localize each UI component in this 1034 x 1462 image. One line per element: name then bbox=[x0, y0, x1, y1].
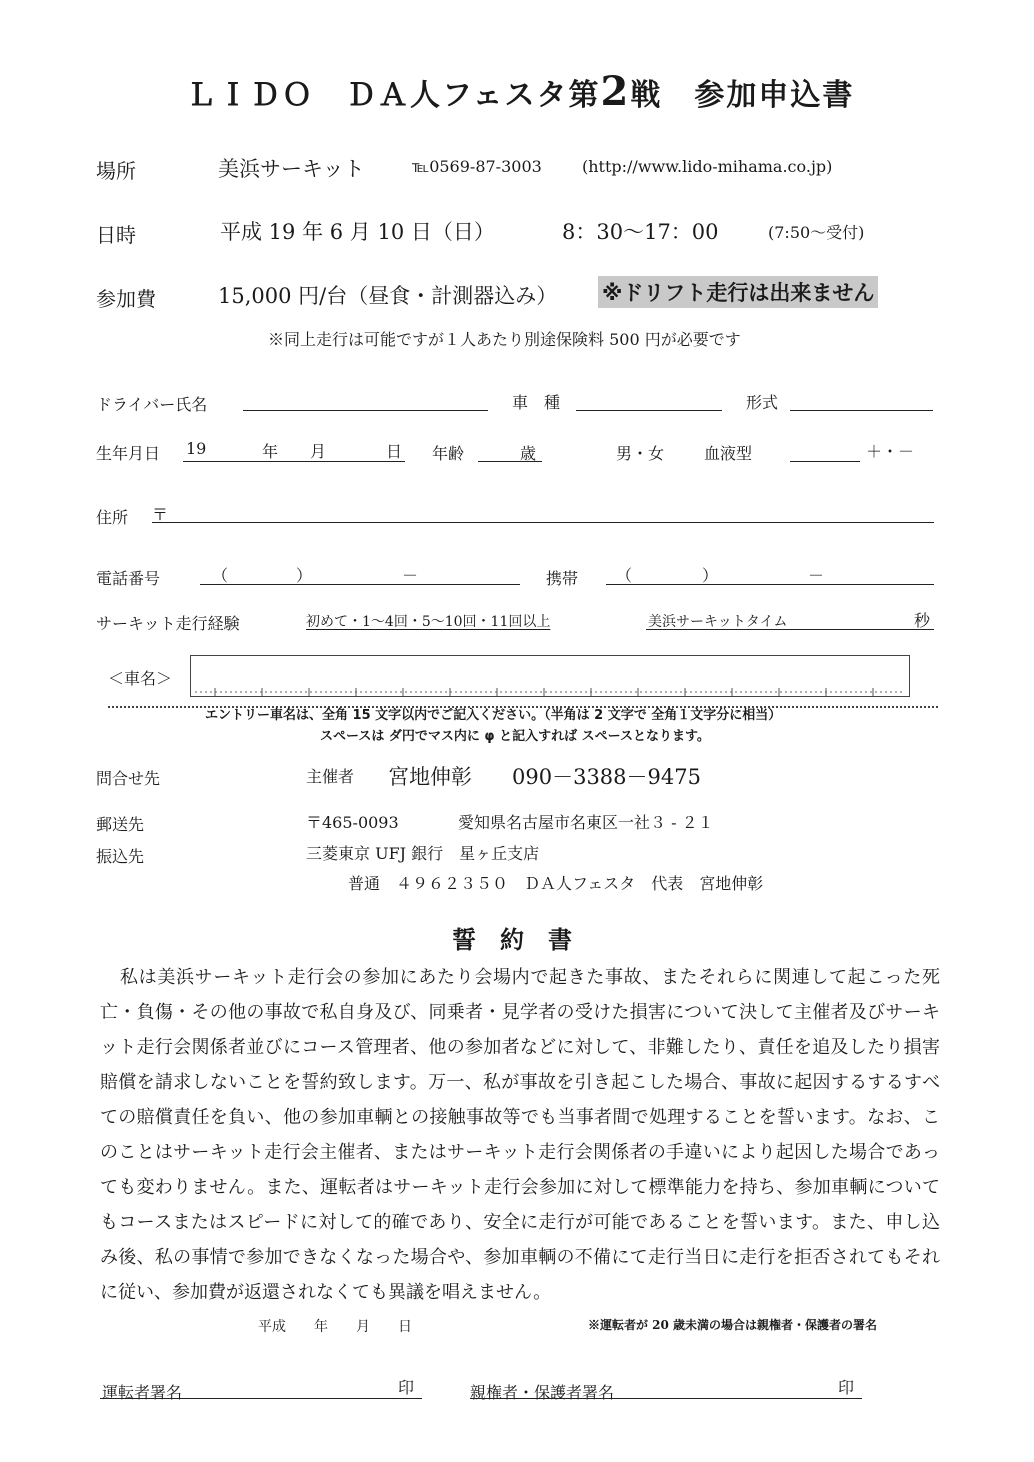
mobile-dash: － bbox=[808, 566, 825, 585]
birth-day-unit: 日 bbox=[386, 442, 403, 461]
seconds-label: 秒 bbox=[914, 611, 931, 630]
car-name-note-2: スペースは ダ円でマス内に φ と記入すれば スペースとなります。 bbox=[320, 729, 710, 744]
birth-year-prefix: 19 bbox=[186, 439, 207, 458]
experience-options[interactable]: 初めて・1〜4回・5〜10回・11回以上 bbox=[306, 614, 551, 630]
title-suffix: 戦 参加申込書 bbox=[630, 78, 855, 113]
title-number: 2 bbox=[600, 68, 631, 115]
mobile-field[interactable] bbox=[606, 584, 934, 585]
mail-address: 愛知県名古屋市名東区一社３ - ２１ bbox=[458, 813, 714, 832]
mobile-paren-close: ） bbox=[702, 566, 719, 585]
car-name-label: ＜車名＞ bbox=[108, 669, 173, 688]
mail-label: 郵送先 bbox=[96, 815, 145, 834]
venue-tel: ℡0569-87-3003 bbox=[412, 157, 542, 176]
drift-notice: ※ドリフト走行は出来ません bbox=[598, 276, 878, 308]
bank-label: 振込先 bbox=[96, 847, 145, 866]
best-time-label: 美浜サーキットタイム bbox=[648, 614, 788, 630]
guardian-seal: 印 bbox=[838, 1378, 855, 1397]
fee-amount: 15,000 円/台（昼食・計測器込み） bbox=[218, 284, 558, 308]
event-time: 8：30〜17：00 bbox=[562, 220, 719, 244]
car-type-field[interactable] bbox=[576, 410, 722, 411]
title-prefix: ＬＩＤＯ ＤＡ人フェスタ第 bbox=[186, 78, 601, 113]
gender-options[interactable]: 男・女 bbox=[616, 444, 665, 463]
mail-postal: 〒465-0093 bbox=[306, 813, 399, 832]
phone-field[interactable] bbox=[200, 584, 520, 585]
mobile-paren-open: （ bbox=[616, 566, 633, 585]
mobile-label: 携帯 bbox=[546, 569, 579, 588]
rh-options[interactable]: ＋・－ bbox=[866, 442, 915, 461]
driver-name-field[interactable] bbox=[243, 410, 488, 411]
car-name-note-1: エントリー車名は、全角 15 文字以内でご記入ください。（半角は 2 文字で 全角１文字分に相当） bbox=[205, 708, 782, 723]
pledge-body: 私は美浜サーキット走行会の参加にあたり会場内で起きた事故、またそれらに関連して起こった死亡・負傷・その他の事故で私自身及び、同乗者・見学者の受けた損害について決して主催者及びサーキット走行会関係者並びにコース管理者、他の参加者などに対して、非難したり、責任を追及したり損害賠償を請求しないことを誓約致します。万一、私が事故を引き起こした場合、事故に起因するするすべての賠償責任を負い、他の参加車輌との接触事故等でも当事者間で処理することを誓います。なお、このことはサーキット走行会主催者、またはサーキット走行会関係者の手違いにより起因した場合であっても変わりません。また、運転者はサーキット走行会参加に対して標準能力を持ち、参加車輌についてもコースまたはスピードに対して的確であり、安全に走行が可能であることを誓います。また、申し込み後、私の事情で参加できなくなった場合や、参加車輌の不備にて走行当日に走行を拒否されてもそれに従い、参加費が返還されなくても異議を唱えません。 bbox=[100, 967, 940, 1303]
best-time-field[interactable] bbox=[646, 629, 934, 630]
driver-name-label: ドライバー氏名 bbox=[96, 395, 208, 414]
organizer-name: 宮地伸彰 bbox=[388, 765, 472, 789]
phone-label: 電話番号 bbox=[96, 569, 161, 588]
phone-dash: － bbox=[402, 566, 419, 585]
guardian-signature-label: 親権者・保護者署名 bbox=[470, 1383, 615, 1402]
model-label: 形式 bbox=[746, 393, 779, 412]
driver-signature-field[interactable] bbox=[100, 1398, 422, 1399]
reception-time: (7:50〜受付) bbox=[768, 223, 865, 242]
age-unit: 歳 bbox=[520, 444, 537, 463]
birth-year-unit: 年 bbox=[262, 442, 279, 461]
age-label: 年齢 bbox=[432, 444, 465, 463]
experience-label: サーキット走行経験 bbox=[96, 614, 240, 633]
venue-name: 美浜サーキット bbox=[218, 157, 365, 181]
contact-label: 問合せ先 bbox=[96, 769, 161, 788]
guardian-signature-field[interactable] bbox=[470, 1398, 862, 1399]
pledge-heading: 誓 約 書 bbox=[452, 925, 572, 954]
venue-url: (http://www.lido-mihama.co.jp) bbox=[582, 157, 833, 176]
car-name-input-box[interactable] bbox=[190, 655, 910, 697]
event-date: 平成 19 年 6 月 10 日（日） bbox=[220, 220, 495, 244]
address-label: 住所 bbox=[96, 508, 129, 527]
page-title bbox=[186, 68, 854, 115]
bank-account: 普通 ４９６２３５０ ＤＡ人フェスタ 代表 宮地伸彰 bbox=[348, 874, 764, 893]
guardian-note: ※運転者が 20 歳未満の場合は親権者・保護者の署名 bbox=[588, 1318, 878, 1332]
phone-paren-close: ） bbox=[296, 566, 313, 585]
car-type-label: 車 種 bbox=[512, 393, 561, 412]
signature-date: 平成 年 月 日 bbox=[258, 1319, 412, 1335]
blood-type-label: 血液型 bbox=[704, 444, 753, 463]
blood-type-field[interactable] bbox=[790, 461, 860, 462]
fee-note: ※同上走行は可能ですが１人あたり別途保険料 500 円が必要です bbox=[268, 330, 741, 349]
model-field[interactable] bbox=[790, 410, 933, 411]
venue-label: 場所 bbox=[96, 159, 136, 183]
driver-seal: 印 bbox=[398, 1378, 415, 1397]
organizer-label: 主催者 bbox=[306, 767, 355, 786]
birthdate-label: 生年月日 bbox=[96, 444, 161, 463]
fee-label: 参加費 bbox=[96, 287, 156, 311]
datetime-label: 日時 bbox=[96, 223, 136, 247]
bank-name: 三菱東京 UFJ 銀行 星ヶ丘支店 bbox=[306, 844, 540, 863]
driver-signature-label: 運転者署名 bbox=[102, 1383, 183, 1402]
birth-month-unit: 月 bbox=[310, 442, 327, 461]
birthdate-field[interactable] bbox=[183, 461, 405, 462]
address-field[interactable] bbox=[152, 522, 934, 523]
phone-paren-open: （ bbox=[212, 566, 229, 585]
car-name-grid bbox=[191, 656, 909, 696]
postal-mark: 〒 bbox=[152, 505, 169, 524]
organizer-phone: 090－3388－9475 bbox=[512, 765, 701, 789]
